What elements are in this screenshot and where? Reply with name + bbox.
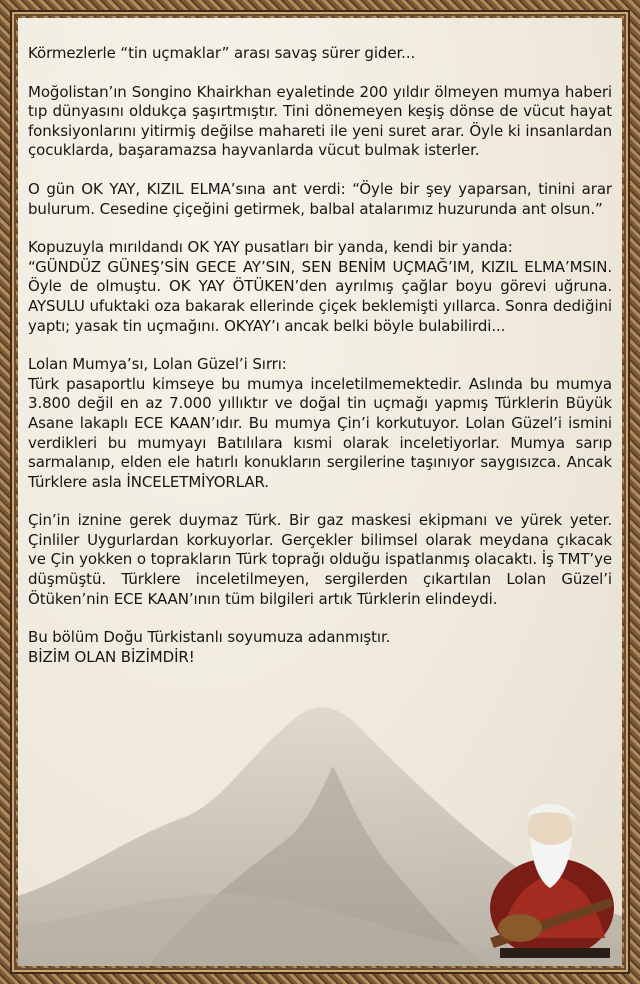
- paragraph-lolan: Lolan Mumya’sı, Lolan Güzel’i Sırrı: Türk pasaportlu kimseye bu mumya inceletilmemektedir. Aslında bu mumya 3.800 değil en az 7.000 yıllıktır ve doğal tin uçmağı yapmış Türklerin Büyük Asane lakaplı ECE KAAN’ıdır. Bu mumya Çin’i korkutuyor. Lolan Güzel’i ismini verdikleri bu mumyayı Batılılara kısmi olarak inceletiyorlar. Mumya sarıp sarmalanıp, elden ele hatırlı konukların sergilerine taşınıyor saygısızca. Ancak Türklere asla İNCELETMİYORLAR.: [28, 355, 612, 491]
- paragraph-cin: Çin’in iznine gerek duymaz Türk. Bir gaz maskesi ekipmanı ve yürek yeter. Çinliler Uygurlardan korkuyorlar. Gerçekler bilimsel olarak meydana çıkacak ve Çin yokken o toprakların Türk toprağı olduğu ispatlanmış olacaktı. İş TMT’ye düşmüştü. Türklere inceletilmeyen, sergilerden çıkartılan Lolan Güzel’i Ötüken’nin ECE KAAN’ının tüm bilgileri artık Türklerin elindeydi.: [28, 511, 612, 608]
- story-text: [28, 44, 612, 667]
- paragraph-dedication: Bu bölüm Doğu Türkistanlı soyumuza adanmıştır. BİZİM OLAN BİZİMDİR!: [28, 628, 391, 666]
- elder-figure-illustration: [480, 788, 620, 958]
- paragraph-oath: O gün OK YAY, KIZIL ELMA’sına ant verdi: “Öyle bir şey yaparsan, tinini arar bulurum. Cesedine çiçeğini getirmek, balbal atalarımız huzurunda ant olsun.”: [28, 179, 612, 218]
- paper-page: [18, 18, 622, 966]
- paragraph-mumya: Moğolistan’ın Songino Khairkhan eyaletinde 200 yıldır ölmeyen mumya haberi tıp dünyasını oldukça şaşırtmıştır. Tini dönemeyen keşiş dönse de vücut hayat fonksiyonlarını yitirmiş değilse mahareti ile yeni suret arar. Öyle ki insanlardan çocuklarda, başaramazsa hayvanlarda vücut bulmak isterler.: [28, 82, 612, 160]
- paragraph-kopuz: Kopuzuyla mırıldandı OK YAY pusatları bir yanda, kendi bir yanda: “GÜNDÜZ GÜNEŞ’SİN GECE AY’SIN, SEN BENİM UÇMAĞ’IM, KIZIL ELMA’MSIN. Öyle de olmuştu. OK YAY ÖTÜKEN’den ayrılmış çağlar boyu görevi uğruna. AYSULU ufuktaki oza bakarak ellerinde çiçek beklemişti yıllarca. Sonra dediğini yaptı; yasak tin uçmağını. OKYAY’ı ancak belki böyle bulabilirdi...: [28, 238, 612, 335]
- paragraph-intro: Körmezlerle “tin uçmaklar” arası savaş sürer gider...: [28, 44, 416, 62]
